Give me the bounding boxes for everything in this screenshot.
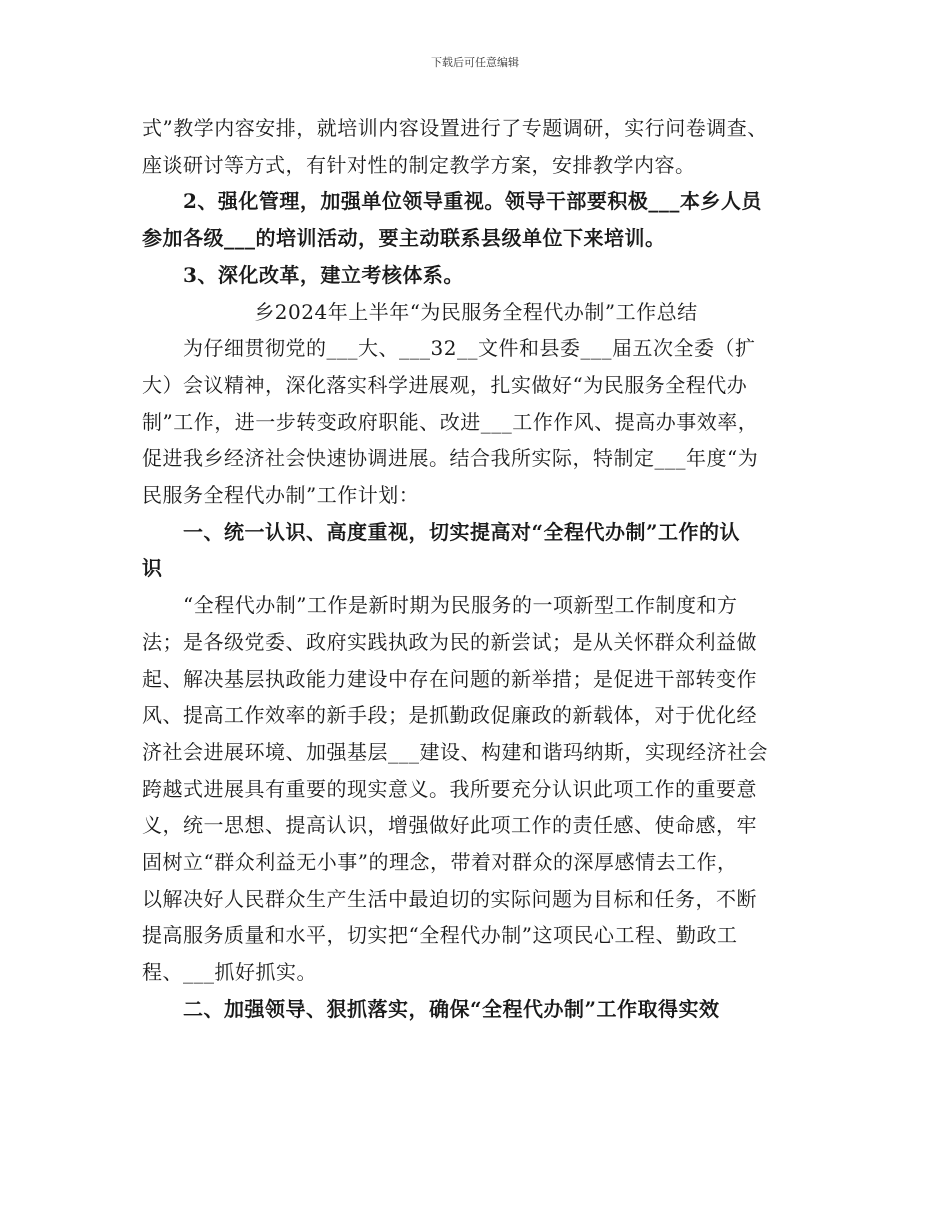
body-text-line: 跨越式进展具有重要的现实意义。我所要充分认识此项工作的重要意 <box>142 776 757 801</box>
body-text-line: 法；是各级党委、政府实践执政为民的新尝试；是从关怀群众利益做 <box>142 629 757 654</box>
body-text-line: “全程代办制”工作是新时期为民服务的一项新型工作制度和方 <box>142 593 738 618</box>
heading-line: 参加各级___的培训活动，要主动联系县级单位下来培训。 <box>142 226 666 251</box>
body-text-line: 式”教学内容安排，就培训内容设置进行了专题调研，实行问卷调查、 <box>142 116 768 140</box>
heading-line: 识 <box>142 556 163 581</box>
heading-line: 3、深化改革，建立考核体系。 <box>142 262 464 287</box>
body-text-line: 以解决好人民群众生产生活中最迫切的实际问题为目标和任务，不断 <box>142 886 757 911</box>
body-text-line: 提高服务质量和水平，切实把“全程代办制”这项民心工程、勤政工 <box>142 923 738 948</box>
body-text-line: 大）会议精神，深化落实科学进展观，扎实做好“为民服务全程代办 <box>142 372 748 397</box>
heading-line: 二、加强领导、狠抓落实，确保“全程代办制”工作取得实效 <box>142 996 720 1021</box>
body-text-line: 固树立“群众利益无小事”的理念，带着对群众的深厚感情去工作， <box>142 850 738 875</box>
body-text-line: 民服务全程代办制”工作计划： <box>142 483 420 508</box>
body-text-line: 制”工作，进一步转变政府职能、改进___工作作风、提高办事效率， <box>142 409 759 434</box>
heading-line: 2、强化管理，加强单位领导重视。领导干部要积极___本乡人员 <box>142 189 762 214</box>
body-text-line: 座谈研讨等方式，有针对性的制定教学方案，安排教学内容。 <box>142 152 696 177</box>
body-text-line: 义，统一思想、提高认识，增强做好此项工作的责任感、使命感，牢 <box>142 813 757 838</box>
section-title: 乡2024年上半年“为民服务全程代办制”工作总结 <box>254 299 698 324</box>
document-body <box>142 110 810 1028</box>
body-text-line: 促进我乡经济社会快速协调进展。结合我所实际，特制定___年度“为 <box>142 446 759 471</box>
body-text-line: 风、提高工作效率的新手段；是抓勤政促廉政的新载体，对于优化经 <box>142 703 757 728</box>
body-text-line: 程、___抓好抓实。 <box>142 960 317 985</box>
body-text-line: 为仔细贯彻党的___大、___32__文件和县委___届五次全委（扩 <box>142 336 756 361</box>
page-header: 下载后可任意编辑 <box>431 56 519 69</box>
heading-line: 一、统一认识、高度重视，切实提高对“全程代办制”工作的认 <box>142 519 741 544</box>
body-text-line: 起、解决基层执政能力建设中存在问题的新举措；是促进干部转变作 <box>142 666 757 691</box>
body-text-line: 济社会进展环境、加强基层___建设、构建和谐玛纳斯，实现经济社会 <box>142 739 768 764</box>
